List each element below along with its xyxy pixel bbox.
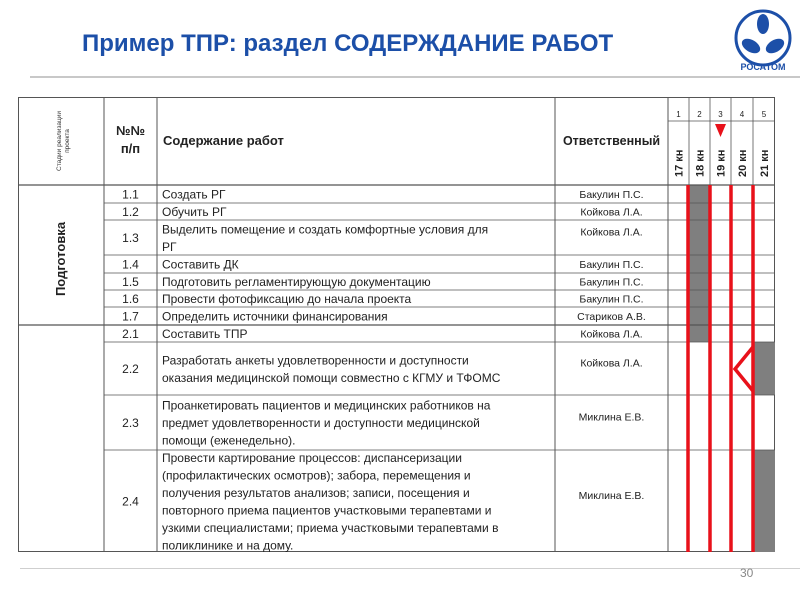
row-content-line: Выделить помещение и создать комфортные условия для — [162, 222, 489, 237]
gantt-fill — [753, 342, 775, 395]
week-number: 4 — [739, 110, 745, 119]
row-responsible: Койкова Л.А. — [580, 357, 643, 370]
header-num-line2: п/п — [120, 141, 141, 156]
week-number: 3 — [718, 110, 723, 119]
row-responsible: Койкова Л.А. — [580, 206, 643, 219]
row-content-line: Провести картирование процессов: диспансеризации — [162, 450, 462, 465]
gantt-fill — [689, 203, 710, 220]
row-responsible: Койкова Л.А. — [580, 226, 643, 239]
row-content-line: Проанкетировать пациентов и медицинских работников на — [162, 398, 491, 413]
footer-divider — [20, 568, 800, 569]
row-content-line: Определить источники финансирования — [162, 309, 388, 324]
row-content-line: Создать РГ — [162, 187, 226, 202]
rosatom-logo-icon — [733, 6, 793, 70]
row-num: 2.4 — [122, 494, 139, 509]
week-label: 18 кн — [694, 149, 707, 177]
row-responsible: Койкова Л.А. — [580, 328, 643, 341]
gantt-fill — [689, 290, 710, 307]
red-chevron — [735, 347, 753, 391]
row-content-line: Подготовить регламентирующую документацию — [162, 275, 431, 289]
stage-label: Подготовка — [53, 221, 68, 297]
row-content-line: Составить ТПР — [162, 327, 248, 341]
week-label: 19 кн — [715, 149, 728, 177]
row-content-line: (профилактических осмотров); забора, перемещения и — [162, 468, 471, 483]
row-content-line: оказания медицинской помощи совместно с КГМУ и ТФОМС — [162, 370, 501, 385]
week-number: 1 — [676, 110, 681, 119]
row-responsible: Миклина Е.В. — [578, 411, 645, 424]
header-num-line1: №№ — [116, 123, 145, 138]
row-num: 1.3 — [122, 231, 139, 245]
gantt-fill — [689, 220, 710, 255]
week-label: 20 кн — [737, 149, 749, 177]
row-content-line: Составить ДК — [162, 257, 239, 272]
row-num: 1.5 — [122, 275, 139, 289]
work-content-table — [18, 97, 775, 552]
row-responsible: Бакулин П.С. — [579, 276, 644, 289]
header-content: Содержание работ — [163, 133, 284, 148]
row-responsible: Миклина Е.В. — [578, 490, 645, 502]
gantt-fill — [689, 255, 710, 273]
row-num: 2.3 — [122, 416, 139, 430]
row-content-line: поликлинике и на дому. — [162, 538, 294, 552]
title-divider — [30, 76, 800, 78]
row-responsible: Стариков А.В. — [577, 311, 646, 323]
row-num: 2.2 — [122, 362, 139, 376]
row-responsible: Бакулин П.С. — [579, 293, 644, 306]
header-stage: Стадии реализациипроекта — [56, 111, 71, 171]
gantt-fill — [689, 185, 710, 203]
red-arrow-marker — [715, 124, 726, 137]
row-num: 1.7 — [122, 309, 139, 324]
logo-text: РОСАТОМ — [740, 62, 786, 72]
gantt-fill — [689, 325, 710, 342]
row-responsible: Бакулин П.С. — [579, 259, 644, 271]
header-responsible: Ответственный — [562, 134, 661, 148]
week-number: 5 — [761, 110, 767, 119]
row-content-line: Разработать анкеты удовлетворенности и доступности — [162, 353, 469, 368]
row-num: 1.1 — [122, 187, 139, 202]
row-content-line: узкими специалистами; приема участковыми терапевтами в — [162, 520, 499, 535]
week-label: 21 кн — [759, 149, 771, 177]
page-number: 30 — [740, 566, 754, 580]
slide-title: Пример ТПР: раздел СОДЕРЖДАНИЕ РАБОТ — [82, 30, 614, 57]
row-content-line: помощи (еженедельно). — [162, 433, 296, 448]
row-content-line: Обучить РГ — [162, 205, 227, 219]
row-responsible: Бакулин П.С. — [579, 189, 644, 201]
gantt-fill — [689, 273, 710, 290]
row-content-line: РГ — [162, 239, 177, 254]
gantt-fill — [689, 307, 710, 325]
gantt-fill — [753, 450, 775, 552]
week-label: 17 кн — [673, 149, 686, 177]
row-num: 1.6 — [122, 292, 139, 306]
row-num: 1.2 — [122, 205, 139, 219]
row-content-line: повторного приема пациентов участковыми терапевтами и — [162, 503, 492, 518]
row-content-line: Провести фотофиксацию до начала проекта — [162, 292, 412, 306]
row-content-line: предмет удовлетворенности и доступности медицинской — [162, 416, 480, 430]
row-num: 2.1 — [122, 327, 139, 341]
row-content-line: получения результатов анализов; записи, посещения и — [162, 485, 470, 500]
week-number: 2 — [697, 110, 702, 119]
row-num: 1.4 — [122, 257, 139, 272]
